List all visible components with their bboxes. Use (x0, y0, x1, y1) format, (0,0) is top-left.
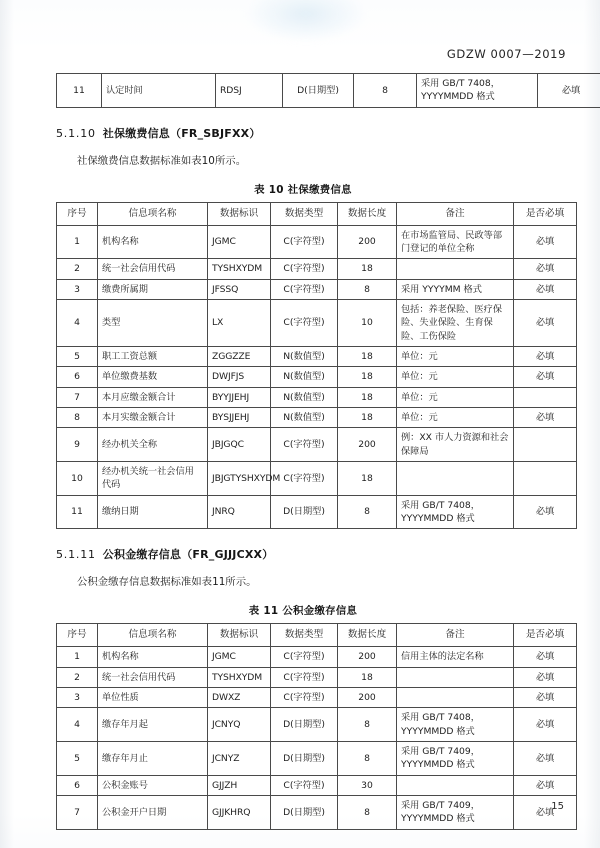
page-number: 15 (551, 801, 564, 812)
cell-required: 必填 (514, 259, 577, 279)
cell-no: 6 (57, 775, 98, 795)
cell-identifier: GJJKHRQ (208, 796, 271, 830)
table-row (57, 347, 577, 367)
cell-no: 9 (57, 428, 98, 462)
cell-no: 1 (57, 647, 98, 667)
data-table-10-head (57, 202, 577, 225)
cell-length: 18 (338, 259, 397, 279)
cell-no: 7 (57, 796, 98, 830)
cell-length: 8 (338, 742, 397, 776)
cell-length: 8 (338, 279, 397, 299)
cell-name: 本月实缴金额合计 (98, 408, 208, 428)
header-type: 数据类型 (271, 624, 338, 647)
cell-name: 单位缴费基数 (98, 367, 208, 387)
cell-name: 统一社会信用代码 (98, 259, 208, 279)
cell-length: 8 (354, 74, 417, 108)
cell-type: N(数值型) (271, 367, 338, 387)
table-caption-11: 表 11 公积金缴存信息 (248, 605, 358, 618)
cell-identifier: DWJFJS (208, 367, 271, 387)
table-row (57, 367, 577, 387)
cell-length: 8 (338, 796, 397, 830)
table-row (57, 708, 577, 742)
header-note: 备注 (397, 624, 514, 647)
header-length: 数据长度 (338, 202, 397, 225)
cell-required: 必填 (514, 225, 577, 259)
cell-type: C(字符型) (271, 688, 338, 708)
cell-required: 必填 (514, 708, 577, 742)
table-row (57, 495, 577, 529)
cell-required (514, 428, 577, 462)
cell-no: 2 (57, 259, 98, 279)
cell-name: 经办机关统一社会信用代码 (98, 462, 208, 496)
cell-length: 200 (338, 428, 397, 462)
header-identifier: 数据标识 (208, 202, 271, 225)
cell-name: 机构名称 (98, 225, 208, 259)
cell-no: 5 (57, 347, 98, 367)
cell-name: 公积金账号 (98, 775, 208, 795)
cell-identifier: TYSHXYDM (208, 259, 271, 279)
table-row (57, 74, 600, 108)
data-table-11-body (57, 647, 577, 829)
cell-type: D(日期型) (271, 495, 338, 529)
continuation-table-body (57, 74, 600, 108)
cell-identifier: BYSJJEHJ (208, 408, 271, 428)
table-caption-10: 表 10 社保缴费信息 (254, 183, 352, 196)
cell-no: 8 (57, 408, 98, 428)
cell-required: 必填 (514, 408, 577, 428)
table-row (57, 796, 577, 830)
cell-identifier: JCNYZ (208, 742, 271, 776)
header-no: 序号 (57, 624, 98, 647)
cell-no: 6 (57, 367, 98, 387)
cell-type: N(数值型) (271, 408, 338, 428)
cell-length: 18 (338, 387, 397, 407)
cell-required: 必填 (514, 647, 577, 667)
cell-identifier: JNRQ (208, 495, 271, 529)
header-name: 信息项名称 (98, 202, 208, 225)
page-edge-shade-left (0, 0, 14, 848)
continuation-table (56, 73, 600, 108)
cell-name: 本月应缴金额合计 (98, 387, 208, 407)
header-required: 是否必填 (514, 624, 577, 647)
cell-type: D(日期型) (283, 74, 354, 108)
cell-note: 采用 GB/T 7408，YYYYMMDD 格式 (397, 708, 514, 742)
cell-type: C(字符型) (271, 428, 338, 462)
cell-note: 采用 GB/T 7408，YYYYMMDD 格式 (397, 495, 514, 529)
cell-note: 信用主体的法定名称 (397, 647, 514, 667)
cell-note (397, 667, 514, 687)
section-paragraph-5-1-11: 公积金缴存信息数据标准如表11所示。 (77, 576, 257, 589)
cell-identifier: JGMC (208, 647, 271, 667)
cell-required: 必填 (514, 495, 577, 529)
cell-name: 机构名称 (98, 647, 208, 667)
cell-note: 在市场监管局、民政等部门登记的单位全称 (397, 225, 514, 259)
header-length: 数据长度 (338, 624, 397, 647)
cell-identifier: BYYJJEHJ (208, 387, 271, 407)
cell-note: 单位：元 (397, 408, 514, 428)
cell-identifier: LX (208, 299, 271, 346)
section-number: 5.1.11 (56, 548, 96, 562)
cell-identifier: JFSSQ (208, 279, 271, 299)
cell-identifier: ZGGZZE (208, 347, 271, 367)
cell-name: 公积金开户日期 (98, 796, 208, 830)
cell-no: 11 (57, 495, 98, 529)
table-row (57, 688, 577, 708)
cell-identifier: JBJGTYSHXYDM (208, 462, 271, 496)
cell-identifier: RDSJ (216, 74, 283, 108)
cell-name: 经办机关全称 (98, 428, 208, 462)
cell-type: C(字符型) (271, 647, 338, 667)
scan-artifact (246, 0, 366, 42)
cell-name: 缴纳日期 (98, 495, 208, 529)
cell-note: 单位：元 (397, 387, 514, 407)
cell-name: 单位性质 (98, 688, 208, 708)
table-row (57, 742, 577, 776)
cell-required (514, 387, 577, 407)
cell-length: 18 (338, 667, 397, 687)
cell-no: 10 (57, 462, 98, 496)
cell-note (397, 259, 514, 279)
cell-no: 2 (57, 667, 98, 687)
cell-note: 采用 GB/T 7408，YYYYMMDD 格式 (417, 74, 538, 108)
section-paragraph-5-1-10: 社保缴费信息数据标准如表10所示。 (77, 154, 247, 167)
cell-note: 包括：养老保险、医疗保险、失业保险、生育保险、工伤保险 (397, 299, 514, 346)
cell-type: C(字符型) (271, 299, 338, 346)
cell-required: 必填 (514, 279, 577, 299)
cell-identifier: TYSHXYDM (208, 667, 271, 687)
data-table-11-head (57, 624, 577, 647)
cell-length: 200 (338, 688, 397, 708)
data-table-10 (56, 202, 577, 530)
table-row (57, 225, 577, 259)
cell-name: 缴费所属期 (98, 279, 208, 299)
table-header-row (57, 202, 577, 225)
cell-type: N(数值型) (271, 347, 338, 367)
cell-no: 4 (57, 708, 98, 742)
cell-no: 11 (57, 74, 102, 108)
cell-no: 7 (57, 387, 98, 407)
cell-note: 单位：元 (397, 347, 514, 367)
cell-type: C(字符型) (271, 462, 338, 496)
cell-name: 类型 (98, 299, 208, 346)
table-row (57, 387, 577, 407)
cell-note: 单位：元 (397, 367, 514, 387)
table-row (57, 647, 577, 667)
cell-no: 5 (57, 742, 98, 776)
cell-type: N(数值型) (271, 387, 338, 407)
table-row (57, 299, 577, 346)
cell-required: 必填 (514, 688, 577, 708)
cell-type: C(字符型) (271, 775, 338, 795)
data-table-11 (56, 623, 577, 829)
section-heading-5-1-10 (56, 125, 550, 141)
cell-name: 统一社会信用代码 (98, 667, 208, 687)
cell-note (397, 462, 514, 496)
cell-type: D(日期型) (271, 796, 338, 830)
table-row (57, 259, 577, 279)
cell-type: C(字符型) (271, 225, 338, 259)
cell-identifier: JGMC (208, 225, 271, 259)
cell-identifier: GJJZH (208, 775, 271, 795)
cell-length: 18 (338, 367, 397, 387)
cell-no: 3 (57, 688, 98, 708)
cell-type: C(字符型) (271, 279, 338, 299)
header-identifier: 数据标识 (208, 624, 271, 647)
header-no: 序号 (57, 202, 98, 225)
cell-type: D(日期型) (271, 708, 338, 742)
section-title: 公积金缴存信息（FR_GJJJCXX） (102, 548, 274, 562)
cell-length: 200 (338, 647, 397, 667)
cell-type: D(日期型) (271, 742, 338, 776)
cell-length: 8 (338, 495, 397, 529)
cell-no: 1 (57, 225, 98, 259)
header-type: 数据类型 (271, 202, 338, 225)
cell-identifier: JCNYQ (208, 708, 271, 742)
page-edge-shade-right (584, 0, 600, 848)
cell-required: 必填 (514, 667, 577, 687)
cell-required: 必填 (514, 347, 577, 367)
table-row (57, 667, 577, 687)
data-table-10-body (57, 225, 577, 529)
header-required: 是否必填 (514, 202, 577, 225)
table-row (57, 775, 577, 795)
cell-note: 采用 GB/T 7409，YYYYMMDD 格式 (397, 742, 514, 776)
cell-length: 10 (338, 299, 397, 346)
table-row (57, 462, 577, 496)
cell-no: 3 (57, 279, 98, 299)
cell-note: 采用 GB/T 7409，YYYYMMDD 格式 (397, 796, 514, 830)
header-note: 备注 (397, 202, 514, 225)
table-row (57, 428, 577, 462)
cell-no: 4 (57, 299, 98, 346)
cell-name: 缴存年月起 (98, 708, 208, 742)
cell-note (397, 775, 514, 795)
cell-note (397, 688, 514, 708)
cell-type: C(字符型) (271, 667, 338, 687)
cell-note: 例：XX 市人力资源和社会保障局 (397, 428, 514, 462)
standard-code-header: GDZW 0007—2019 (446, 47, 566, 61)
cell-required: 必填 (514, 796, 577, 830)
cell-required: 必填 (514, 775, 577, 795)
table-row (57, 279, 577, 299)
cell-identifier: DWXZ (208, 688, 271, 708)
cell-length: 8 (338, 708, 397, 742)
cell-length: 18 (338, 408, 397, 428)
cell-name: 认定时间 (102, 74, 216, 108)
cell-required: 必填 (514, 742, 577, 776)
cell-name: 缴存年月止 (98, 742, 208, 776)
cell-length: 30 (338, 775, 397, 795)
cell-name: 职工工资总额 (98, 347, 208, 367)
table-header-row (57, 624, 577, 647)
cell-length: 18 (338, 347, 397, 367)
cell-note: 采用 YYYYMM 格式 (397, 279, 514, 299)
section-number: 5.1.10 (56, 126, 96, 140)
cell-length: 18 (338, 462, 397, 496)
section-title: 社保缴费信息（FR_SBJFXX） (102, 126, 261, 140)
cell-required (514, 462, 577, 496)
cell-type: C(字符型) (271, 259, 338, 279)
header-name: 信息项名称 (98, 624, 208, 647)
table-row (57, 408, 577, 428)
cell-required: 必填 (514, 299, 577, 346)
cell-identifier: JBJGQC (208, 428, 271, 462)
section-heading-5-1-11 (56, 546, 550, 562)
cell-required: 必填 (538, 74, 600, 108)
cell-length: 200 (338, 225, 397, 259)
cell-required: 必填 (514, 367, 577, 387)
